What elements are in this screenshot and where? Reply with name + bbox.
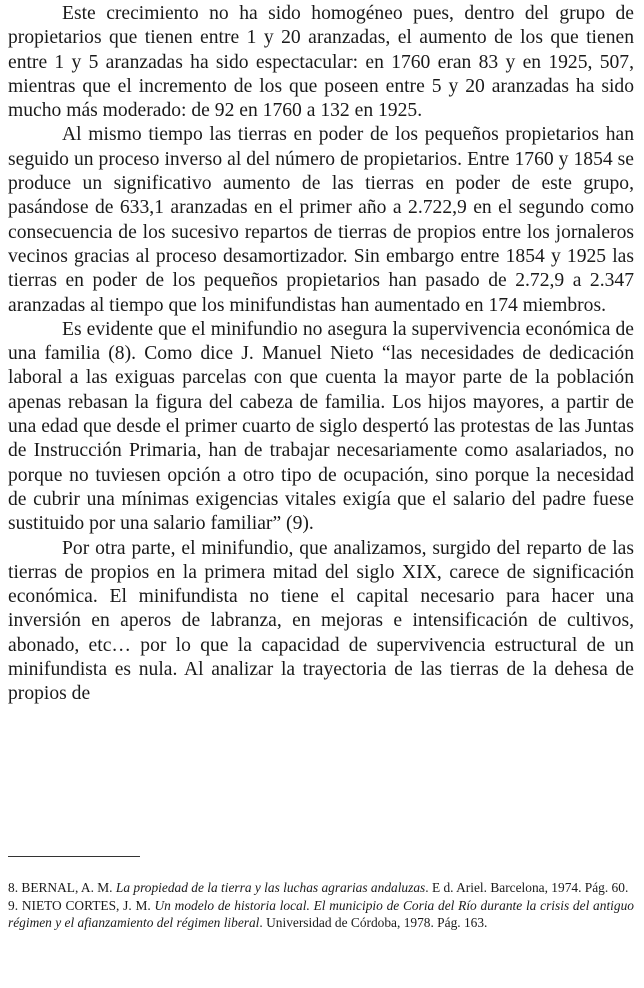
footnote-9: [8, 897, 634, 932]
paragraph: Por otra parte, el minifundio, que analizamos, surgido del reparto de las tierras de propios en la primera mitad del siglo XIX, carece de significación económica. El minifundista no tiene el capital necesario para hacer una inversión en aperos de labranza, en mejoras e intensificación de cultivos, abonado, etc… por lo que la capacidad de supervivencia estructural de un minifundista es nula. Al analizar la trayectoria de las tierras de la dehesa de propios de: [8, 537, 634, 705]
footnote-8: [8, 879, 634, 897]
footnotes: [8, 879, 634, 932]
footnote-title: Un modelo de historia local. El municipio de Coria del Río durante la crisis del antiguo régimen y el afianzamiento del régimen liberal: [8, 897, 634, 931]
footnote-lead: 8. BERNAL, A. M.: [8, 880, 116, 895]
paragraph: Este crecimiento no ha sido homogéneo pues, dentro del grupo de propietarios que tienen entre 1 y 20 aranzadas, el aumento de los que tienen entre 1 y 5 aranzadas ha sido espectacular: en 1760 eran 83 y en 1925, 507, mientras que el incremento de los que poseen entre 5 y 20 aranzadas ha sido mucho más moderado: de 92 en 1760 a 132 en 1925.: [8, 3, 634, 122]
footnote-tail: . E d. Ariel. Barcelona, 1974. Pág. 60.: [425, 880, 629, 895]
paragraph: Al mismo tiempo las tierras en poder de los pequeños propietarios han seguido un proceso inverso al del número de propietarios. Entre 1760 y 1854 se produce un significativo aumento de las tierras en poder de este grupo, pasándose de 633,1 aranzadas en el primer año a 2.722,9 en el segundo como consecuencia de los sucesivo repartos de tierras de propios entre los jornaleros vecinos gracias al proceso desamortizador. Sin embargo entre 1854 y 1925 las tierras en poder de los pequeños propietarios han pasado de 2.72,9 a 2.347 aranzadas al tiempo que los minifundistas han aumentado en 174 miembros.: [8, 124, 634, 316]
footnote-lead: 9. NIETO CORTES, J. M.: [8, 897, 155, 913]
paragraph: Es evidente que el minifundio no asegura la supervivencia económica de una familia (8). Como dice J. Manuel Nieto “las necesidades de dedicación laboral a las exiguas parcelas con que cuenta la mayor parte de la población apenas rebasan la figura del cabeza de familia. Los hijos mayores, a partir de una edad que desde el primer cuarto de siglo despertó las protestas de las Juntas de Instrucción Primaria, han de trabajar necesariamente como asalariados, no porque no tuviesen opción a otro tipo de ocupación, sino porque la necesidad de cubrir una mínimas exigencias vitales exigía que el salario del padre fuese sustituido por una salario familiar” (9).: [8, 318, 634, 535]
footnote-separator: [8, 856, 140, 857]
footnote-tail: . Universidad de Córdoba, 1978. Pág. 163.: [259, 915, 488, 931]
body-text: [8, 2, 634, 707]
footnote-title: La propiedad de la tierra y las luchas agrarias andaluzas: [115, 880, 426, 895]
